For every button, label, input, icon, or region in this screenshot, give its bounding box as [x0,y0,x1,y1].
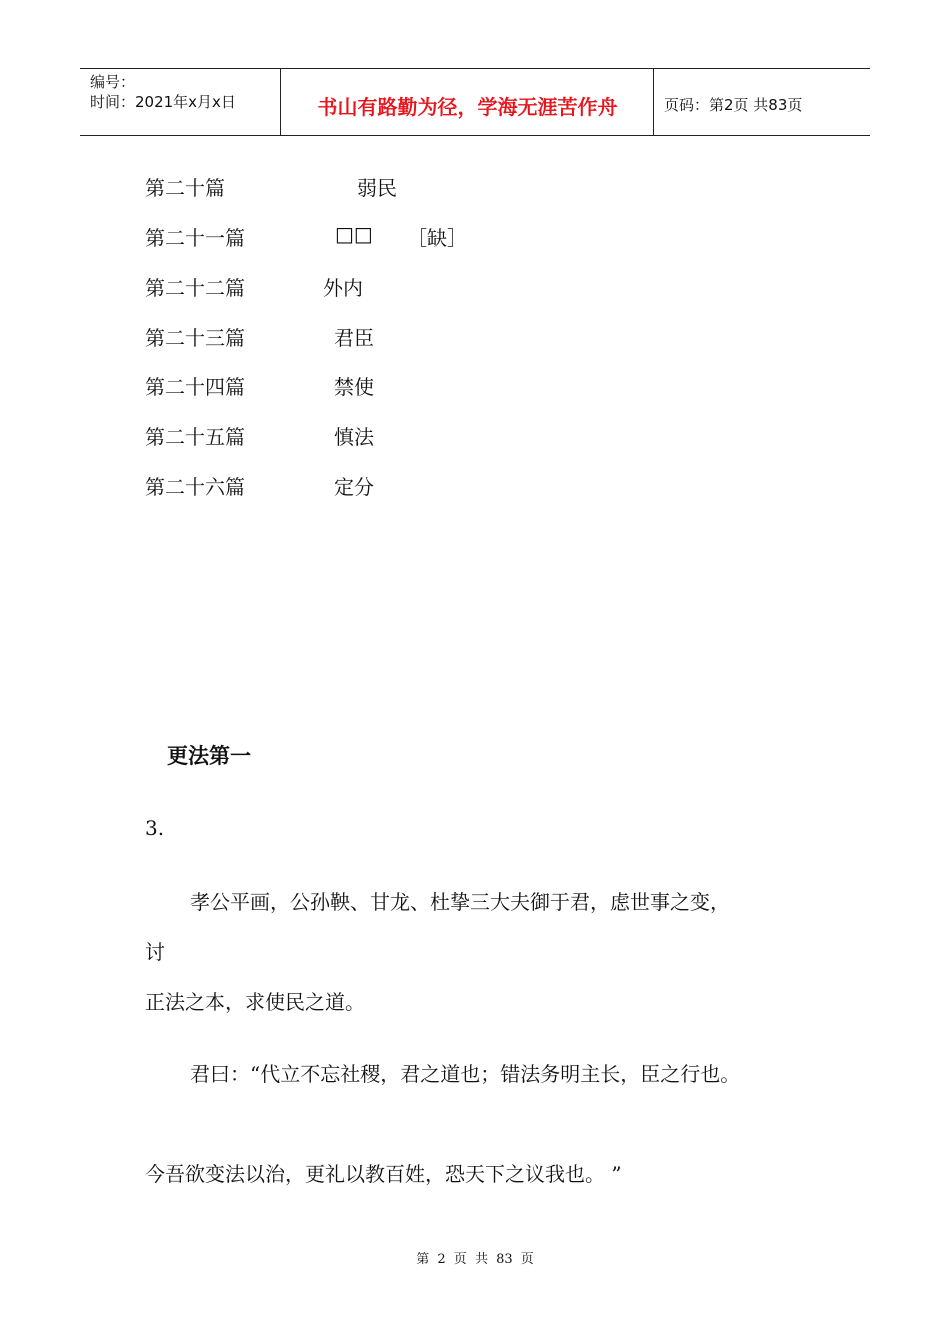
header-meta-cell [80,69,281,136]
page-header [80,68,870,136]
toc-title: 禁使 [334,375,374,399]
section-number: 3. [145,816,165,840]
footer-current-page: 2 [437,1252,446,1267]
header-slogan: 书山有路勤为径，学海无涯苦作舟 [317,95,618,119]
header-page-info: 页码：第2页 共83页 [664,96,803,114]
section-title: 更法第一 [167,744,251,768]
paragraph-line: 孝公平画，公孙鞅、甘龙、杜挚三大夫御于君，虑世事之变， [190,890,730,914]
paragraph-line: 正法之本，求使民之道。 [145,990,365,1014]
page-footer [0,1248,950,1267]
footer-total-word: 共 [474,1252,488,1267]
paragraph-line: 今吾欲变法以治，更礼以教百姓，恐天下之议我也。 ” [145,1162,622,1186]
footer-prefix: 第 [416,1252,430,1267]
toc-chapter: 第二十篇 [145,176,225,200]
document-number-label: 编号： [90,73,136,91]
toc-title: 弱民 [357,176,397,200]
toc-note: ［缺］ [407,226,467,250]
toc-title: 慎法 [334,425,374,449]
header-slogan-cell [281,69,654,136]
header-page-cell [654,69,870,136]
toc-chapter: 第二十三篇 [145,326,245,350]
toc-title: □□ [335,222,373,246]
footer-page-word: 页 [453,1252,467,1267]
toc-chapter: 第二十六篇 [145,475,245,499]
footer-total-pages: 83 [496,1252,513,1267]
toc-title: 君臣 [334,326,374,350]
toc-title: 外内 [323,276,363,300]
toc-chapter: 第二十一篇 [145,226,245,250]
toc-chapter: 第二十二篇 [145,276,245,300]
toc-chapter: 第二十五篇 [145,425,245,449]
document-date-label: 时间：2021年x月x日 [90,93,236,111]
toc-chapter: 第二十四篇 [145,375,245,399]
paragraph-line: 讨 [145,940,165,964]
toc-title: 定分 [334,475,374,499]
footer-suffix: 页 [520,1252,534,1267]
paragraph-line: 君曰：“代立不忘社稷，君之道也；错法务明主长，臣之行也。 [190,1062,741,1086]
